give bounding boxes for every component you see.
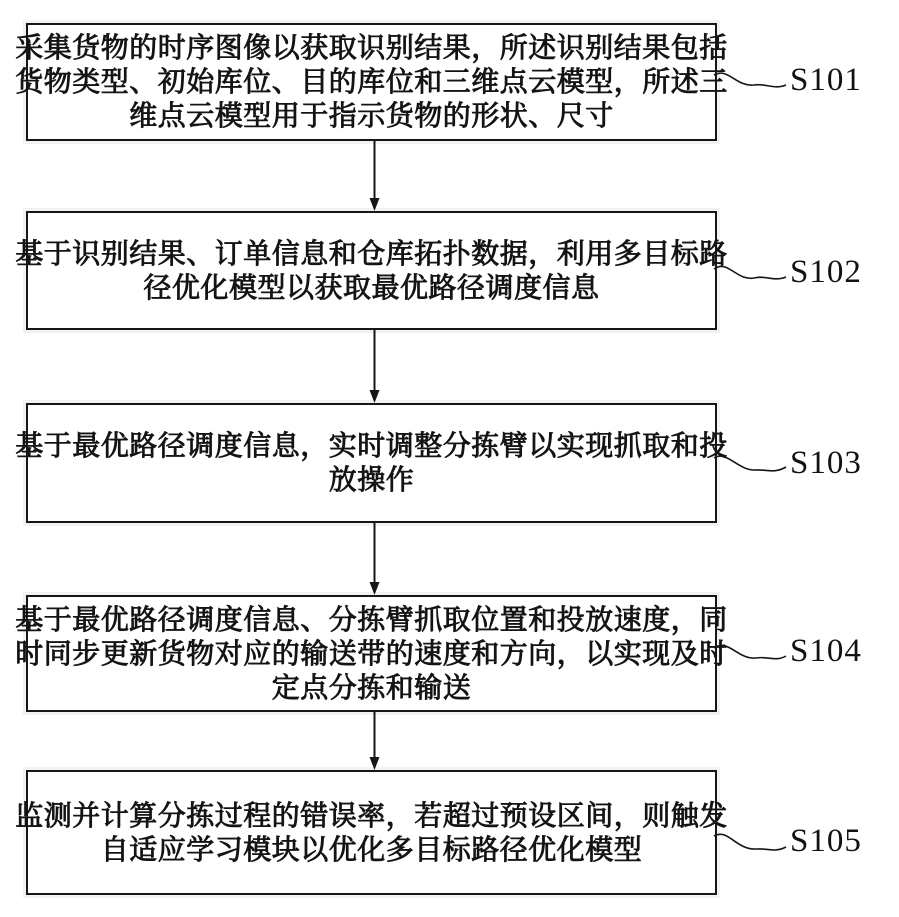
step-text-line: 维点云模型用于指示货物的形状、尺寸	[129, 99, 614, 132]
arrow-down-icon	[366, 330, 383, 403]
arrow-down-icon	[366, 712, 383, 770]
step-ref-s102	[712, 250, 897, 294]
step-ref-label: S102	[790, 253, 862, 290]
step-text-line: 采集货物的时序图像以获取识别结果，所述识别结果包括	[15, 31, 728, 64]
step-ref-label: S103	[790, 444, 862, 481]
step-text-line: 监测并计算分拣过程的错误率，若超过预设区间，则触发	[15, 798, 728, 832]
leader-squiggle-icon	[712, 826, 788, 856]
step-ref-s103	[712, 441, 897, 485]
flow-step-s104	[15, 595, 728, 712]
arrow-down-icon	[366, 523, 383, 595]
step-ref-s104	[712, 629, 897, 673]
step-text-line: 基于识别结果、订单信息和仓库拓扑数据，利用多目标路	[15, 236, 728, 270]
flow-step-s102	[15, 211, 728, 330]
flow-step-s105	[15, 770, 728, 895]
flow-step-s101	[15, 23, 728, 141]
step-text-line: 基于最优路径调度信息、分拣臂抓取位置和投放速度，同	[15, 602, 728, 636]
leader-squiggle-icon	[712, 636, 788, 666]
flow-step-s103	[15, 403, 728, 523]
step-text-line: 放操作	[328, 463, 415, 496]
step-ref-label: S105	[790, 822, 862, 859]
leader-squiggle-icon	[712, 257, 788, 287]
step-text-line: 径优化模型以获取最优路径调度信息	[143, 270, 600, 304]
arrow-down-icon	[366, 141, 383, 211]
leader-squiggle-icon	[712, 65, 788, 95]
step-ref-label: S104	[790, 632, 862, 669]
leader-squiggle-icon	[712, 448, 788, 478]
step-ref-label: S101	[790, 61, 862, 98]
step-text-line: 货物类型、初始库位、目的库位和三维点云模型，所述三	[15, 65, 728, 98]
step-text-line: 时同步更新货物对应的输送带的速度和方向，以实现及时	[15, 636, 728, 670]
step-ref-s101	[712, 58, 897, 102]
step-text-line: 定点分拣和输送	[271, 670, 472, 704]
step-text-line: 基于最优路径调度信息，实时调整分拣臂以实现抓取和投	[15, 429, 728, 462]
step-ref-s105	[712, 819, 897, 863]
step-text-line: 自适应学习模块以优化多目标路径优化模型	[100, 832, 643, 866]
